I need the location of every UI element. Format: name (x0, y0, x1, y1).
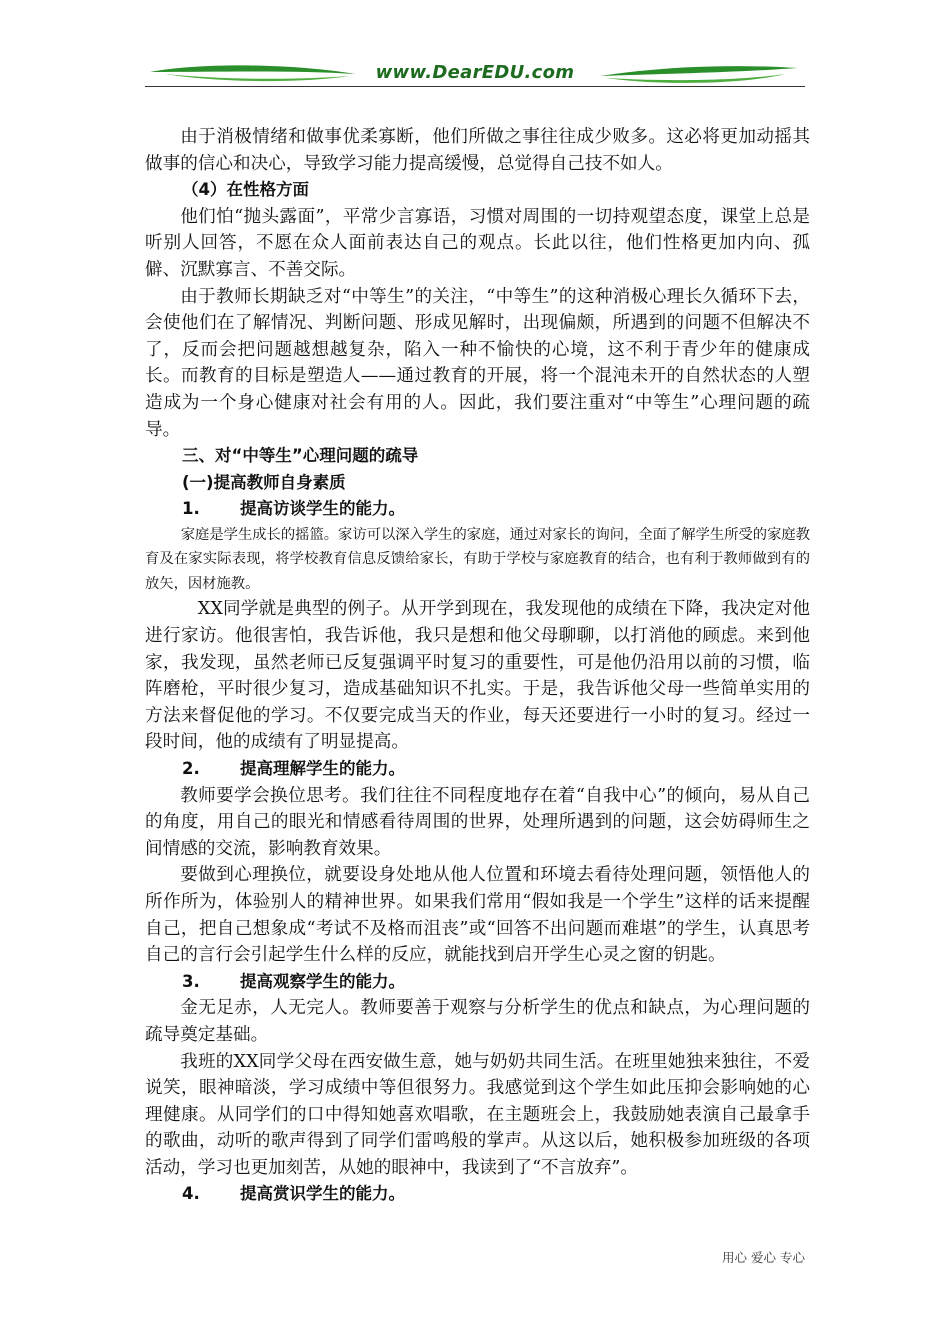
item-number: 3. (182, 971, 200, 991)
paragraph: XX同学就是典型的例子。从开学到现在，我发现他的成绩在下降，我决定对他进行家访。他很害怕，我告诉他，我只是想和他父母聊聊，以打消他的顾虑。来到他家，我发现，虽然老师已反复强调平时复习的重要性，可是他仍沿用以前的习惯，临阵磨枪，平时很少复习，造成基础知识不扎实。于是，我告诉他父母一些简单实用的方法来督促他的学习。不仅要完成当天的作业，每天还要进行一小时的复习。经过一段时间，他的成绩有了明显提高。 (145, 599, 810, 753)
site-logo-text: www.DearEDU.com (375, 62, 575, 83)
paragraph: 金无足赤，人无完人。教师要善于观察与分析学生的优点和缺点，为心理问题的疏导奠定基础。 (145, 998, 810, 1045)
paragraph: 他们怕“抛头露面”，平常少言寡语，习惯对周围的一切持观望态度，课堂上总是听别人回答，不愿在众人面前表达自己的观点。长此以往，他们性格更加内向、孤僻、沉默寡言、不善交际。 (145, 206, 810, 280)
item-title: 提高理解学生的能力。 (240, 758, 405, 778)
numbered-heading (145, 969, 810, 996)
item-title: 提高访谈学生的能力。 (240, 499, 405, 519)
item-number: 4. (182, 1184, 200, 1204)
document-body (145, 124, 810, 1208)
numbered-heading (145, 756, 810, 783)
paragraph: 由于教师长期缺乏对“中等生”的关注，“中等生”的这种消极心理长久循环下去，会使他们在了解情况、判断问题、形成见解时，出现偏颇，所遇到的问题不但解决不了，反而会把问题越想越复杂，陷入一种不愉快的心境，这不利于青少年的健康成长。而教育的目标是塑造人——通过教育的开展，将一个混沌未开的自然状态的人塑造成为一个身心健康对社会有用的人。因此，我们要注重对“中等生”心理问题的疏导。 (145, 286, 810, 440)
paragraph: 由于消极情绪和做事优柔寡断，他们所做之事往往成少败多。这必将更加动摇其做事的信心和决心，导致学习能力提高缓慢，总觉得自己技不如人。 (145, 127, 810, 174)
section-heading: 三、对“中等生”心理问题的疏导 (182, 446, 419, 466)
subsection-heading: (一)提高教师自身素质 (182, 472, 346, 492)
item-number: 2. (182, 758, 200, 778)
paragraph: 教师要学会换位思考。我们往往不同程度地存在着“自我中心”的倾向，易从自己的角度，用自己的眼光和情感看待周围的世界，处理所遇到的问题，这会妨碍师生之间情感的交流，影响教育效果。 (145, 785, 810, 859)
page-footer: 用心 爱心 专心 (722, 1250, 805, 1265)
section-heading: （4）在性格方面 (182, 180, 309, 200)
paragraph: 家庭是学生成长的摇篮。家访可以深入学生的家庭，通过对家长的询问，全面了解学生所受的家庭教育及在家实际表现，将学校教育信息反馈给家长，有助于学校与家庭教育的结合，也有利于教师做到有的放矢，因材施教。 (145, 526, 810, 592)
item-number: 1. (182, 499, 200, 519)
item-title: 提高赏识学生的能力。 (240, 1184, 405, 1204)
page-header (145, 58, 805, 90)
header-divider (145, 86, 805, 87)
numbered-heading (145, 1181, 810, 1208)
paragraph: 我班的XX同学父母在西安做生意，她与奶奶共同生活。在班里她独来独往，不爱说笑，眼神暗淡，学习成绩中等但很努力。我感觉到这个学生如此压抑会影响她的心理健康。从同学们的口中得知她喜欢唱歌，在主题班会上，我鼓励她表演自己最拿手的歌曲，动听的歌声得到了同学们雷鸣般的掌声。从这以后，她积极参加班级的各项活动，学习也更加刻苦，从她的眼神中，我读到了“不言放弃”。 (145, 1051, 810, 1178)
item-title: 提高观察学生的能力。 (240, 971, 405, 991)
paragraph: 要做到心理换位，就要设身处地从他人位置和环境去看待处理问题，领悟他人的所作所为，体验别人的精神世界。如果我们常用“假如我是一个学生”这样的话来提醒自己，把自己想象成“考试不及格而沮丧”或“回答不出问题而难堪”的学生，认真思考自己的言行会引起学生什么样的反应，就能找到启开学生心灵之窗的钥匙。 (145, 865, 810, 966)
numbered-heading (145, 496, 810, 523)
